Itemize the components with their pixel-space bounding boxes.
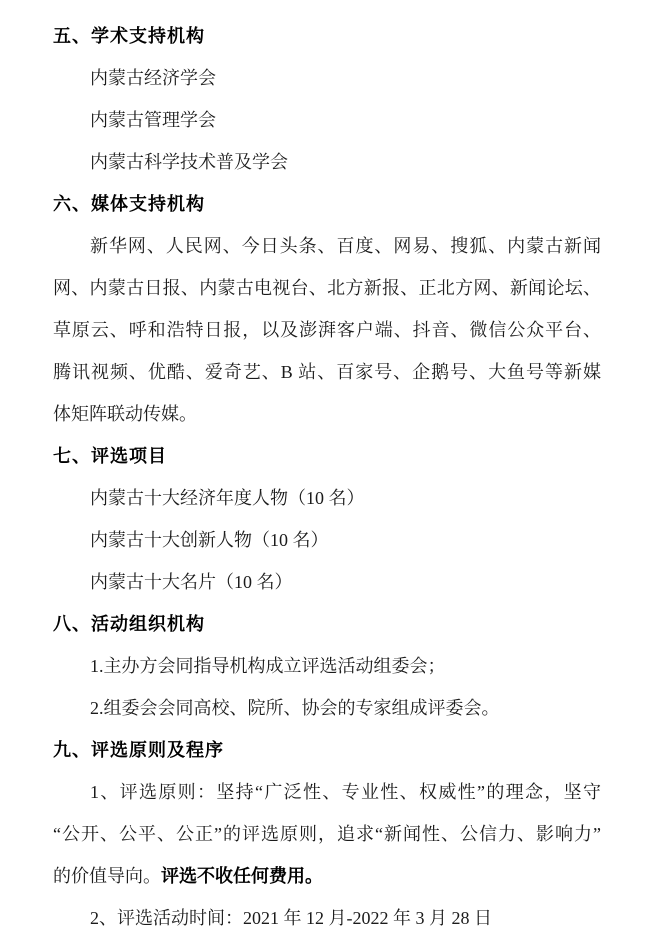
academic-org-item: 内蒙古经济学会	[90, 68, 216, 88]
no-fee-bold-text: 评选不收任何费用。	[161, 866, 323, 886]
principles-paragraph-line: “公开、公平、公正”的评选原则，追求“新闻性、公信力、影响力”	[53, 824, 601, 844]
section-heading-media-support: 六、媒体支持机构	[53, 194, 205, 214]
academic-org-item: 内蒙古科学技术普及学会	[90, 152, 288, 172]
media-paragraph-line: 新华网、人民网、今日头条、百度、网易、搜狐、内蒙古新闻	[90, 236, 601, 256]
principles-line-normal-text: 的价值导向。	[53, 866, 161, 886]
principles-paragraph-line: 1、评选原则：坚持“广泛性、专业性、权威性”的理念，坚守	[90, 782, 601, 802]
project-item: 内蒙古十大经济年度人物（10 名）	[90, 488, 365, 508]
organizing-item: 2.组委会会同高校、院所、协会的专家组成评委会。	[90, 698, 500, 718]
media-paragraph-line: 体矩阵联动传媒。	[53, 404, 197, 424]
schedule-item: 2、评选活动时间：2021 年 12 月-2022 年 3 月 28 日	[90, 908, 492, 928]
academic-org-item: 内蒙古管理学会	[90, 110, 216, 130]
media-paragraph-line: 腾讯视频、优酷、爱奇艺、B 站、百家号、企鹅号、大鱼号等新媒	[53, 362, 601, 382]
media-paragraph-line: 草原云、呼和浩特日报，以及澎湃客户端、抖音、微信公众平台、	[53, 320, 601, 340]
media-paragraph-line: 网、内蒙古日报、内蒙古电视台、北方新报、正北方网、新闻论坛、	[53, 278, 601, 298]
organizing-item: 1.主办方会同指导机构成立评选活动组委会；	[90, 656, 446, 676]
project-item: 内蒙古十大名片（10 名）	[90, 572, 293, 592]
section-heading-principles-procedures: 九、评选原则及程序	[53, 740, 224, 760]
principles-paragraph-line	[53, 855, 601, 897]
section-heading-organizing-structure: 八、活动组织机构	[53, 614, 205, 634]
section-heading-selection-projects: 七、评选项目	[53, 446, 167, 466]
section-heading-academic-support: 五、学术支持机构	[53, 26, 205, 46]
project-item: 内蒙古十大创新人物（10 名）	[90, 530, 329, 550]
